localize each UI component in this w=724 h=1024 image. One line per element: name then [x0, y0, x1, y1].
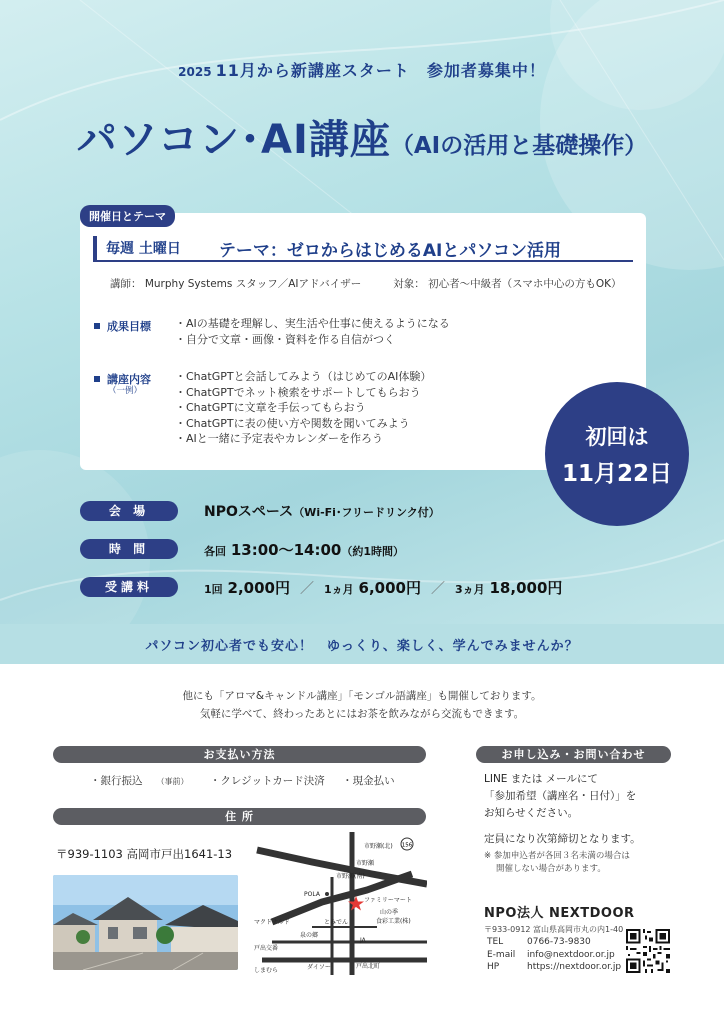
theme-row — [93, 236, 633, 262]
list-item: ・ AIの基礎を理解し、実生活や仕事に使えるようになる — [175, 316, 450, 332]
apply-line-3: お知らせください。 — [484, 807, 579, 819]
apply-line-2: 「参加希望（講座名・日付）」を — [484, 790, 637, 802]
venue-note: （Wi-Fi･フリードリンク付） — [293, 506, 440, 519]
map-label-shokusai: 食彩工業(株) — [376, 918, 411, 925]
hp-label: HP — [487, 962, 500, 972]
time-value: 13:00～14:00 — [230, 540, 342, 559]
payment-heading: お支払い方法 — [53, 746, 426, 763]
apply-line-1: LINE または メールにて — [484, 773, 598, 785]
fee-divider: ／ — [430, 580, 445, 597]
address-value: 〒939-1103 高岡市戸出1641-13 — [56, 847, 233, 861]
note-line-1: 他にも「アロマ&キャンドル講座」「モンゴル語講座」も開催しております。 — [182, 690, 542, 702]
map-label-izumiya: 泉の郷 — [300, 932, 319, 939]
payment-bank-note: （事前） — [156, 777, 189, 786]
org-address: 〒933-0912 富山県高岡市丸の内1-40 — [484, 925, 624, 934]
hp-value[interactable]: https://nextdoor.or.jp — [527, 962, 622, 972]
venue-label: 会 場 — [80, 501, 178, 521]
content-sub-label: （一例） — [108, 386, 143, 396]
minimum-note — [484, 850, 630, 876]
schedule-day: 毎週 土曜日 — [106, 241, 181, 257]
map-label-police: 戸出交番 — [254, 945, 279, 952]
fee-label: 受講料 — [80, 577, 178, 597]
contact-tel — [487, 936, 621, 949]
title-sub: （AIの活用と基礎操作） — [390, 133, 648, 159]
results-list — [175, 316, 450, 347]
target-text: 対象： 初心者～中級者（スマホ中心の方もOK） — [393, 278, 622, 290]
org-name: NPO法人 NEXTDOOR — [484, 906, 635, 921]
access-map — [252, 832, 427, 975]
time-value-wrap — [204, 539, 404, 560]
map-label-mcdonalds: マクドナルド — [254, 919, 290, 926]
map-label-ja: JA — [360, 937, 366, 944]
minimum-note-2: 開催しない場合があります。 — [496, 864, 606, 874]
qr-code-icon[interactable] — [626, 929, 670, 973]
results-label-text: 成果目標 — [107, 320, 151, 333]
map-label-yamanoboku: 山の季 — [380, 909, 399, 916]
contact-info — [487, 936, 621, 974]
apply-heading: お申し込み・お問い合わせ — [476, 746, 671, 763]
fee-1-value: 2,000円 — [227, 578, 290, 597]
email-value[interactable]: info@nextdoor.or.jp — [527, 949, 615, 960]
payment-bank-text: ・銀行振込 — [90, 775, 143, 787]
lecturer-text: 講師： Murphy Systems スタッフ／AIアドバイザー — [110, 278, 362, 290]
fee-divider: ／ — [299, 580, 314, 597]
contact-email — [487, 949, 621, 962]
tel-label: TEL — [487, 937, 504, 947]
payment-bank — [90, 775, 193, 787]
list-item: ・ ChatGPTでネット検索をサポートしてもらおう — [175, 385, 431, 401]
headline — [0, 58, 724, 81]
reassurance-banner: パソコン初心者でも安心！ ゆっくり、楽しく、学んでみませんか？ — [0, 624, 724, 664]
time-prefix: 各回 — [204, 544, 226, 558]
list-item: ・ ChatGPTに表の使い方や関数を聞いてみよう — [175, 416, 431, 432]
square-bullet-icon — [94, 323, 100, 329]
time-label: 時 間 — [80, 539, 178, 559]
results-label — [94, 318, 151, 334]
venue-photo — [53, 875, 238, 970]
time-note: （約1時間） — [341, 544, 405, 558]
email-label: E-mail — [487, 949, 516, 960]
time-row — [80, 539, 405, 559]
venue-row — [80, 501, 440, 521]
headline-year: 2025 — [178, 65, 212, 79]
content-label-text: 講座内容 — [107, 373, 151, 386]
other-courses-note — [0, 687, 724, 723]
venue-value-wrap — [204, 501, 440, 521]
apply-instructions — [484, 771, 641, 848]
minimum-note-1: ※ 参加申込者が各回３名未満の場合は — [484, 851, 630, 861]
title-main: パソコン･AI講座 — [76, 117, 391, 163]
first-session-date: 11月22日 — [561, 460, 672, 487]
map-label-tode-kita: 戸出北町 — [356, 963, 381, 970]
list-item: ・ 自分で文章・画像・資料を作る自信がつく — [175, 332, 450, 348]
payment-card: ・クレジットカード決済 — [209, 775, 325, 787]
first-session-line1: 初回は — [585, 424, 649, 449]
content-list — [175, 369, 431, 447]
fee-2-value: 6,000円 — [358, 578, 421, 597]
list-item: ・ ChatGPTに文章を手伝ってもらおう — [175, 400, 431, 416]
address-heading: 住 所 — [53, 808, 426, 825]
apply-line-4: 定員になり次第締切となります。 — [484, 833, 641, 845]
theme-text: テーマ：ゼロからはじめるAIとパソコン活用 — [218, 240, 562, 261]
fee-2-label: 1ヵ月 — [323, 582, 354, 596]
map-label-daiso: ダイソー — [307, 964, 331, 971]
page-title — [0, 108, 724, 165]
map-label-tomiden: とみでん — [324, 919, 349, 926]
contact-hp — [487, 961, 621, 974]
payment-methods — [90, 773, 409, 788]
fee-3-label: 3ヵ月 — [454, 582, 485, 596]
first-session-badge — [545, 382, 689, 526]
map-label-shimamura: しまむら — [254, 967, 279, 974]
square-bullet-icon — [94, 376, 100, 382]
fee-value-wrap — [204, 577, 562, 598]
fee-row — [80, 577, 563, 597]
map-label-familymart: ファミリーマート — [364, 897, 412, 904]
venue-value: NPOスペース — [204, 504, 294, 520]
fee-3-value: 18,000円 — [489, 578, 563, 597]
payment-cash: ・現金払い — [342, 775, 395, 787]
lecturer-line — [110, 276, 622, 291]
map-label-route: 156 — [401, 842, 413, 849]
map-label-ichinose-n: 市野瀬(北) — [364, 843, 393, 850]
note-line-2: 気軽に学べて、終わったあとにはお茶を飲みながら交流もできます。 — [199, 708, 525, 720]
tel-value: 0766-73-9830 — [527, 937, 591, 947]
list-item: ・ AIと一緒に予定表やカレンダーを作ろう — [175, 431, 431, 447]
headline-text: 11月から新講座スタート 参加者募集中！ — [215, 61, 546, 80]
list-item: ・ ChatGPTと会話してみよう（はじめてのAI体験） — [175, 369, 431, 385]
fee-1-label: 1回 — [204, 582, 223, 596]
map-label-ichinose-s: 市野瀬(南) — [336, 873, 365, 880]
map-label-pola: POLA — [304, 891, 320, 898]
map-label-ichinose: 市野瀬 — [356, 860, 375, 867]
schedule-theme-tag: 開催日とテーマ — [80, 205, 175, 227]
